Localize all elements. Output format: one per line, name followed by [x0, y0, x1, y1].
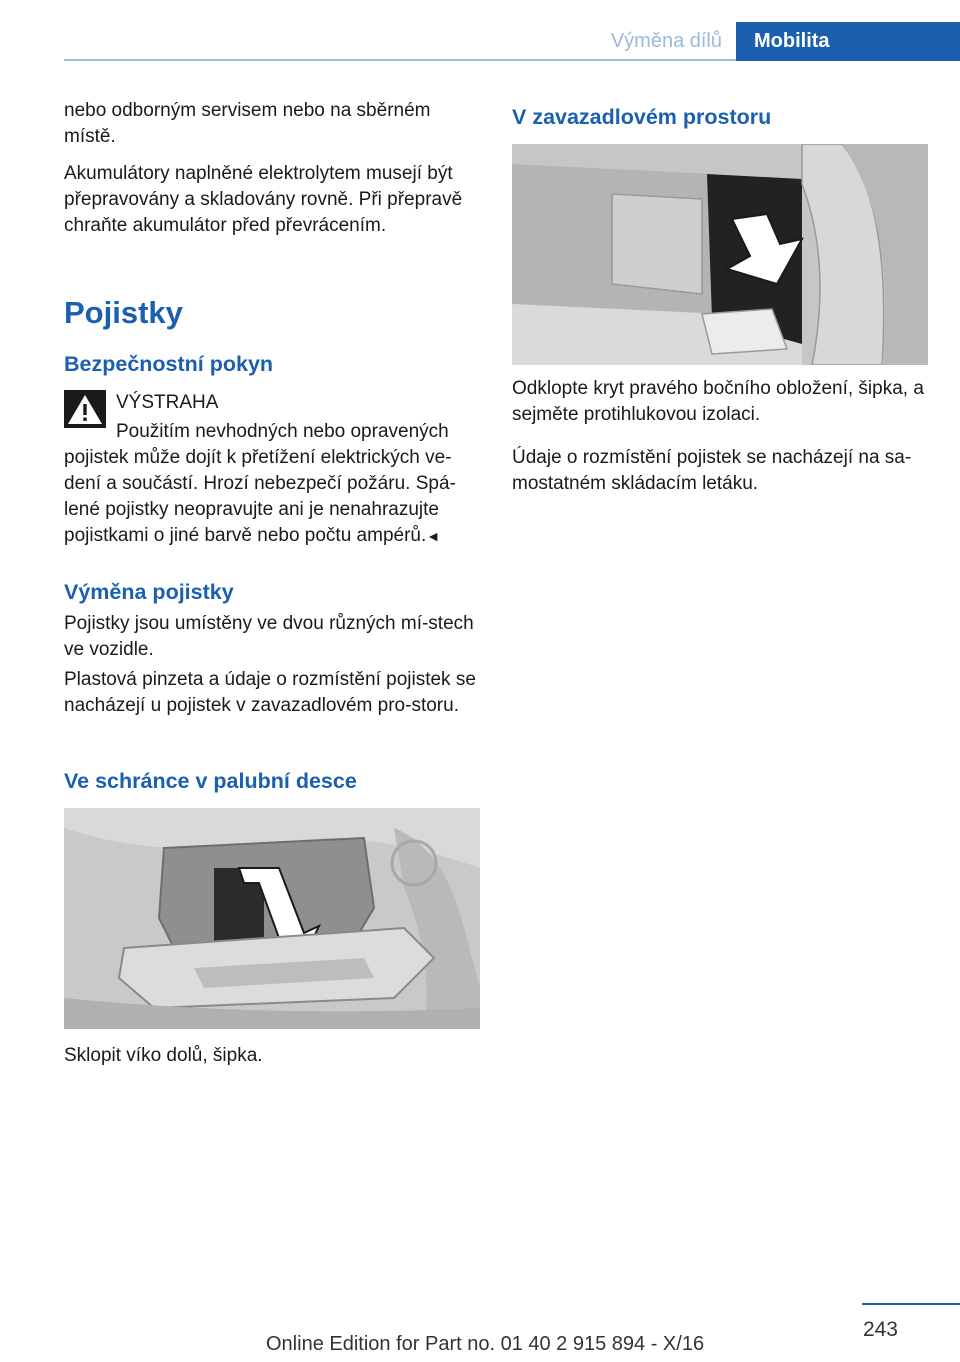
section-heading-fuses: Pojistky — [64, 295, 183, 330]
subheading-replace-fuse: Výměna pojistky — [64, 580, 234, 604]
subheading-trunk: V zavazadlovém prostoru — [512, 105, 772, 129]
paragraph: Údaje o rozmístění pojistek se nacházejí na sa-mostatném skládacím letáku. — [512, 447, 912, 494]
paragraph: Akumulátory naplněné elektrolytem musejí být přepravovány a skladovány rovně. Při přepravě chraňte akumulátor před převrácením. — [64, 163, 463, 236]
figure-caption: Sklopit víko dolů, šipka. — [64, 1045, 263, 1066]
paragraph: Odklopte kryt pravého bočního obložení, šipka, a sejměte protihlukovou izolaci. — [512, 378, 924, 425]
footer-rule — [862, 1303, 960, 1305]
end-mark: ◄ — [426, 528, 441, 544]
paragraph: Plastová pinzeta a údaje o rozmístění pojistek se nacházejí u pojistek v zavazadlovém pro-storu. — [64, 669, 476, 716]
paragraph: nebo odborným servisem nebo na sběrném místě. — [64, 100, 431, 147]
warning-block — [64, 390, 480, 550]
warning-title: VÝSTRAHA — [116, 392, 219, 413]
warning-body: Použitím nevhodných nebo opravených pojistek může dojít k přetížení elektrických ve-dení a součástí. Hrozí nebezpečí požáru. Spá-lené pojistky neopravujte ani je nenahrazujte pojistkami o jiné barvě nebo počtu ampérů. — [64, 421, 456, 546]
header-chapter-tab: Mobilita — [736, 22, 960, 61]
warning-text — [64, 419, 480, 549]
subheading-glovebox: Ve schránce v palubní desce — [64, 769, 357, 793]
page-number: 243 — [862, 1318, 898, 1341]
trunk-illustration — [512, 144, 928, 365]
glovebox-illustration — [64, 808, 480, 1029]
paragraph: Pojistky jsou umístěny ve dvou různých mí-stech ve vozidle. — [64, 613, 474, 660]
header-section-title: Výměna dílů — [610, 30, 722, 52]
subheading-safety: Bezpečnostní pokyn — [64, 352, 274, 376]
edition-note: Online Edition for Part no. 01 40 2 915 894 - X/16 — [266, 1333, 705, 1355]
